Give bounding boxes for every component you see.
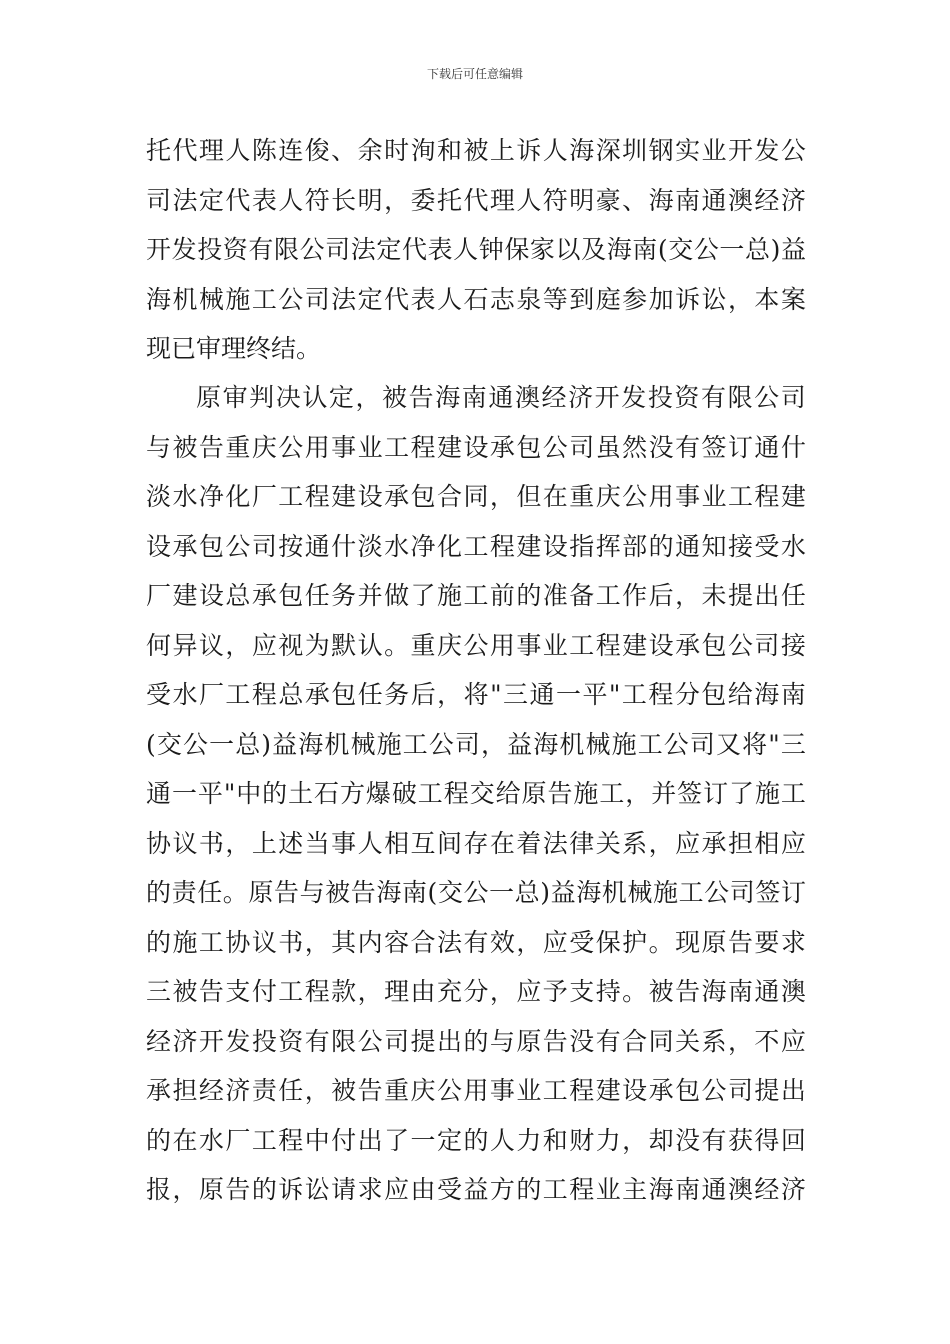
text-line-13: ( 交 公 一 总 ) 益 海 机 械 施 工 公 司 ， 益 海 机 械 施 工 公 司 又 将 " 三	[146, 730, 806, 759]
text-line-19: 经 济 开 发 投 资 有 限 公 司 提 出 的 与 原 告 没 有 合 同 关 系 ， 不 应	[146, 1027, 806, 1056]
text-line-8: 淡 水 净 化 厂 工 程 建 设 承 包 合 同 ， 但 在 重 庆 公 用 事 业 工 程 建	[146, 482, 806, 511]
text-line-11: 何 异 议 ， 应 视 为 默 认 。 重 庆 公 用 事 业 工 程 建 设 承 包 公 司 接	[146, 631, 806, 660]
text-line-9: 设 承 包 公 司 按 通 什 淡 水 净 化 工 程 建 设 指 挥 部 的 通 知 接 受 水	[146, 532, 806, 561]
text-line-22: 报 ， 原 告 的 诉 讼 请 求 应 由 受 益 方 的 工 程 业 主 海 南 通 澳 经 济	[146, 1175, 806, 1204]
text-line-3: 开 发 投 资 有 限 公 司 法 定 代 表 人 钟 保 家 以 及 海 南 ( 交 公 一 总 ) 益	[146, 235, 806, 264]
text-line-16: 的 责 任 。 原 告 与 被 告 海 南 ( 交 公 一 总 ) 益 海 机 械 施 工 公 司 签 订	[146, 878, 806, 907]
text-line-17: 的 施 工 协 议 书 ， 其 内 容 合 法 有 效 ， 应 受 保 护 。 现 原 告 要 求	[146, 928, 806, 957]
text-line-21: 的 在 水 厂 工 程 中 付 出 了 一 定 的 人 力 和 财 力 ， 却 没 有 获 得 回	[146, 1126, 806, 1155]
text-line-5: 现已审理终结。	[146, 334, 322, 363]
text-line-1: 托 代 理 人 陈 连 俊 、 余 时 洵 和 被 上 诉 人 海 深 圳 钢 实 业 开 发 公	[146, 136, 806, 165]
text-line-4: 海 机 械 施 工 公 司 法 定 代 表 人 石 志 泉 等 到 庭 参 加 诉 讼 ， 本 案	[146, 285, 806, 314]
text-line-20: 承 担 经 济 责 任 ， 被 告 重 庆 公 用 事 业 工 程 建 设 承 包 公 司 提 出	[146, 1076, 806, 1105]
page-header: 下载后可任意编辑	[426, 67, 523, 81]
text-line-15: 协 议 书 ， 上 述 当 事 人 相 互 间 存 在 着 法 律 关 系 ， 应 承 担 相 应	[146, 829, 806, 858]
text-line-14: 通 一 平 " 中 的 土 石 方 爆 破 工 程 交 给 原 告 施 工 ， 并 签 订 了 施 工	[146, 779, 806, 808]
text-line-12: 受 水 厂 工 程 总 承 包 任 务 后 ， 将 " 三 通 一 平 " 工 程 分 包 给 海 南	[146, 680, 806, 709]
text-line-18: 三 被 告 支 付 工 程 款 ， 理 由 充 分 ， 应 予 支 持 。 被 告 海 南 通 澳	[146, 977, 806, 1006]
text-line-2: 司 法 定 代 表 人 符 长 明 ， 委 托 代 理 人 符 明 豪 、 海 南 通 澳 经 济	[146, 186, 806, 215]
text-line-7: 与 被 告 重 庆 公 用 事 业 工 程 建 设 承 包 公 司 虽 然 没 有 签 订 通 什	[146, 433, 806, 462]
text-line-10: 厂 建 设 总 承 包 任 务 并 做 了 施 工 前 的 准 备 工 作 后 ， 未 提 出 任	[146, 581, 806, 610]
paragraph-start-line: 原 审 判 决 认 定 ， 被 告 海 南 通 澳 经 济 开 发 投 资 有 限 公 司	[196, 383, 806, 412]
